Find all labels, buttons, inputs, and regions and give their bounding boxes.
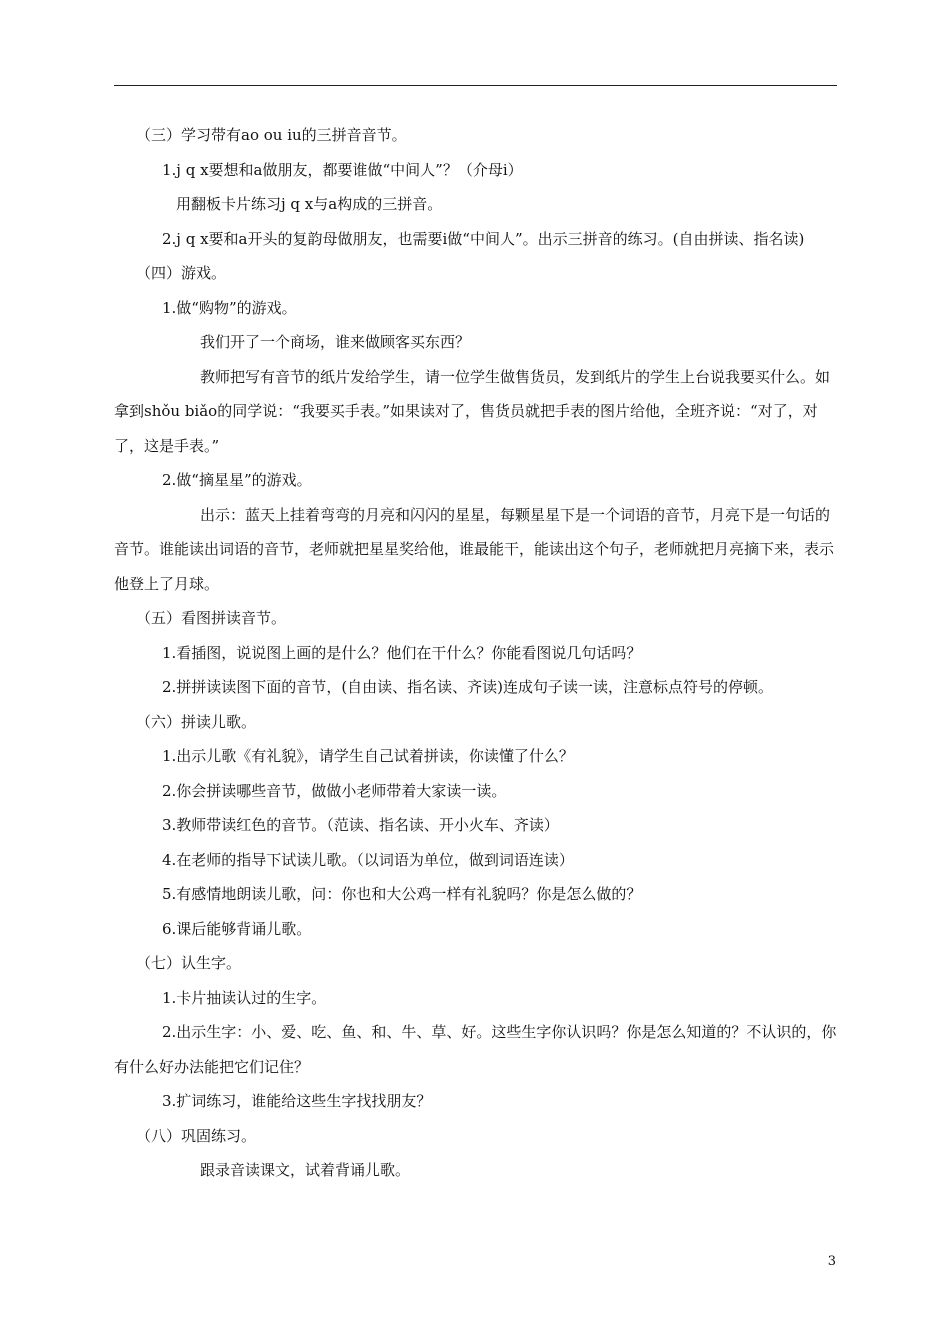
list-item: 2.你会拼读哪些音节，做做小老师带着大家读一读。 [162, 781, 507, 800]
document-body [114, 118, 837, 1188]
body-paragraph: 教师把写有音节的纸片发给学生，请一位学生做售货员，发到纸片的学生上台说我要买什么。如拿到shǒu biǎo的同学说：“我要买手表。”如果读对了，售货员就把手表的图片给他，全班齐说：“对了，对了，这是手表。” [114, 367, 831, 455]
section-heading-7: （七）认生字。 [136, 954, 242, 972]
list-item: 5.有感情地朗读儿歌，问：你也和大公鸡一样有礼貌吗？你是怎么做的？ [162, 885, 642, 903]
list-item: 1.出示儿歌《有礼貌》，请学生自己试着拼读，你读懂了什么？ [162, 747, 574, 765]
list-item: 2.出示生字：小、爱、吃、鱼、和、牛、草、好。这些生字你认识吗？你是怎么知道的？不认识的，你有什么好办法能把它们记住？ [114, 1023, 837, 1076]
section-heading-3: （三）学习带有ao ou iu的三拼音音节。 [136, 126, 407, 144]
section-heading-6: （六）拼读儿歌。 [136, 712, 257, 731]
list-item: 2.拼拼读读图下面的音节，(自由读、指名读、齐读)连成句子读一读，注意标点符号的停顿。 [162, 678, 774, 696]
list-item: 1.j q x要想和a做朋友，都要谁做“中间人”？（介母i） [162, 160, 523, 179]
header-rule [114, 85, 837, 86]
section-heading-8: （八）巩固练习。 [136, 1126, 257, 1145]
body-paragraph: 跟录音读课文，试着背诵儿歌。 [200, 1161, 411, 1179]
list-item: 1.做“购物”的游戏。 [162, 298, 297, 317]
body-paragraph: 用翻板卡片练习j q x与a构成的三拼音。 [176, 195, 443, 213]
section-heading-5: （五）看图拼读音节。 [136, 609, 287, 627]
list-item: 1.看插图，说说图上画的是什么？他们在干什么？你能看图说几句话吗？ [162, 643, 642, 662]
page-number: 3 [827, 1254, 836, 1269]
list-item: 3.扩词练习，谁能给这些生字找找朋友？ [162, 1092, 432, 1110]
body-paragraph: 我们开了一个商场，谁来做顾客买东西？ [200, 333, 471, 351]
body-paragraph: 出示：蓝天上挂着弯弯的月亮和闪闪的星星，每颗星星下是一个词语的音节，月亮下是一句话的音节。谁能读出词语的音节，老师就把星星奖给他，谁最能干，能读出这个句子，老师就把月亮摘下来，表示他登上了月球。 [114, 505, 835, 593]
section-heading-4: （四）游戏。 [136, 264, 227, 282]
list-item: 3.教师带读红色的音节。（范读、指名读、开小火车、齐读） [162, 816, 559, 834]
list-item: 1.卡片抽读认过的生字。 [162, 988, 327, 1007]
list-item: 4.在老师的指导下试读儿歌。（以词语为单位，做到词语连读） [162, 850, 574, 869]
list-item: 2.做“摘星星”的游戏。 [162, 471, 312, 489]
list-item: 2.j q x要和a开头的复韵母做朋友，也需要i做“中间人”。出示三拼音的练习。(自由拼读、指名读) [162, 229, 805, 248]
list-item: 6.课后能够背诵儿歌。 [162, 919, 312, 938]
